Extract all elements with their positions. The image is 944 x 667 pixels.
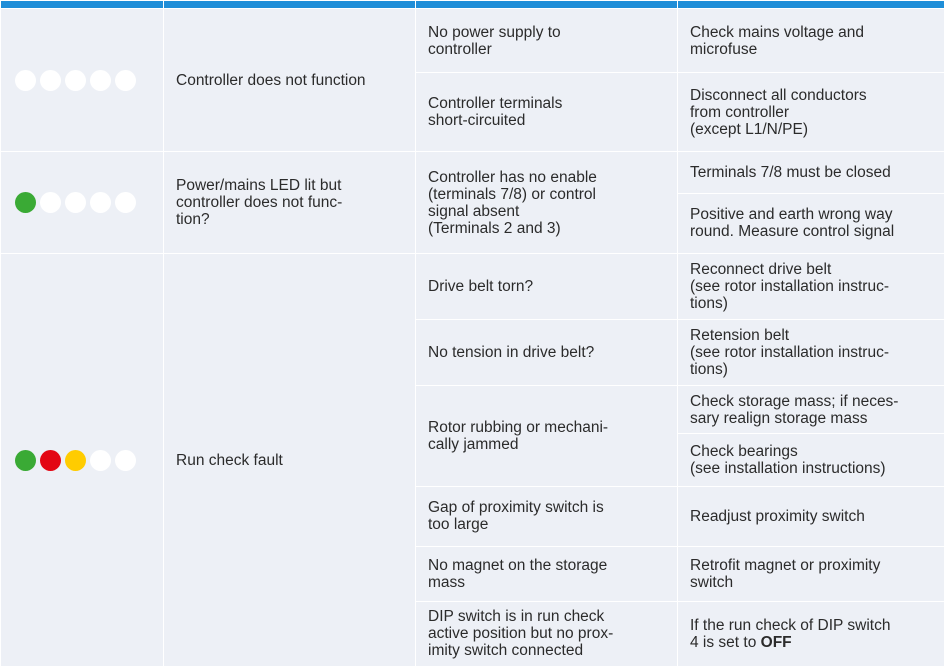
header-cell-cause <box>416 1 678 9</box>
cause-cell <box>416 546 678 601</box>
led-green-icon <box>15 450 36 471</box>
remedy-text: If the run check of DIP switch 4 is set to <box>690 616 891 651</box>
header-cell-led <box>1 1 164 9</box>
header-cell-fault <box>164 1 416 9</box>
led-red-icon <box>40 450 61 471</box>
remedy-cell <box>678 9 944 73</box>
remedy-cell <box>678 193 944 254</box>
remedy-cell <box>678 73 944 152</box>
remedy-text: Readjust proximity switch <box>690 507 865 525</box>
led-off-icon <box>15 70 36 91</box>
cause-text: Drive belt torn? <box>428 277 534 295</box>
remedy-text: Positive and earth wrong way round. Measure control signal <box>690 206 895 241</box>
led-indicator-cell <box>1 254 164 667</box>
led-green-icon <box>15 192 36 213</box>
led-off-icon <box>115 450 136 471</box>
remedy-text: Disconnect all conductors from controller (except L1/N/PE) <box>690 86 867 138</box>
fault-description: Run check fault <box>176 451 283 469</box>
cause-text: DIP switch is in run check active position but no prox- imity switch connected <box>428 608 614 660</box>
led-off-icon <box>90 70 111 91</box>
led-off-icon <box>115 70 136 91</box>
table-row <box>1 9 944 73</box>
cause-cell <box>416 319 678 385</box>
led-off-icon <box>40 70 61 91</box>
cause-text: No power supply to controller <box>428 23 561 58</box>
led-off-icon <box>65 70 86 91</box>
led-off-icon <box>65 192 86 213</box>
remedy-cell <box>678 319 944 385</box>
remedy-bold-value: OFF <box>760 633 792 651</box>
remedy-cell <box>678 152 944 193</box>
remedy-cell <box>678 254 944 319</box>
header-cell-remedy <box>678 1 944 9</box>
cause-cell <box>416 73 678 152</box>
cause-cell <box>416 9 678 73</box>
cause-cell <box>416 486 678 546</box>
fault-description: Power/mains LED lit but controller does not func- tion? <box>176 177 343 229</box>
cause-cell <box>416 152 678 254</box>
remedy-cell <box>678 434 944 487</box>
remedy-text: Check mains voltage and microfuse <box>690 23 865 58</box>
cause-text: Controller terminals short-circuited <box>428 95 563 130</box>
led-indicator-cell <box>1 9 164 152</box>
table-row <box>1 152 944 193</box>
fault-description-cell <box>164 152 416 254</box>
remedy-text: Retrofit magnet or proximity switch <box>690 556 881 591</box>
remedy-text: Check storage mass; if neces- sary realign storage mass <box>690 392 899 427</box>
cause-cell <box>416 254 678 319</box>
fault-description-cell <box>164 254 416 667</box>
led-off-icon <box>115 192 136 213</box>
led-indicator-group <box>15 450 163 471</box>
remedy-text: Check bearings (see installation instructions) <box>690 443 886 478</box>
cause-text: Controller has no enable (terminals 7/8) or control signal absent (Terminals 2 and 3) <box>428 168 597 237</box>
table-row <box>1 254 944 319</box>
remedy-text: Terminals 7/8 must be closed <box>690 163 891 181</box>
cause-cell <box>416 386 678 487</box>
header-strip <box>1 1 944 9</box>
remedy-cell <box>678 601 944 666</box>
led-indicator-group <box>15 192 163 213</box>
cause-cell <box>416 601 678 666</box>
remedy-cell <box>678 486 944 546</box>
fault-description-cell <box>164 9 416 152</box>
cause-text: Gap of proximity switch is too large <box>428 499 604 534</box>
remedy-cell <box>678 386 944 434</box>
led-off-icon <box>40 192 61 213</box>
cause-text: No tension in drive belt? <box>428 343 595 361</box>
led-off-icon <box>90 450 111 471</box>
remedy-text: Reconnect drive belt (see rotor installation instruc- tions) <box>690 260 889 312</box>
remedy-text: Retension belt (see rotor installation instruc- tions) <box>690 326 889 378</box>
remedy-cell <box>678 546 944 601</box>
led-indicator-group <box>15 70 163 91</box>
led-indicator-cell <box>1 152 164 254</box>
led-yellow-icon <box>65 450 86 471</box>
cause-text: Rotor rubbing or mechani- cally jammed <box>428 419 609 454</box>
led-off-icon <box>90 192 111 213</box>
cause-text: No magnet on the storage mass <box>428 556 608 591</box>
fault-description: Controller does not function <box>176 71 366 89</box>
